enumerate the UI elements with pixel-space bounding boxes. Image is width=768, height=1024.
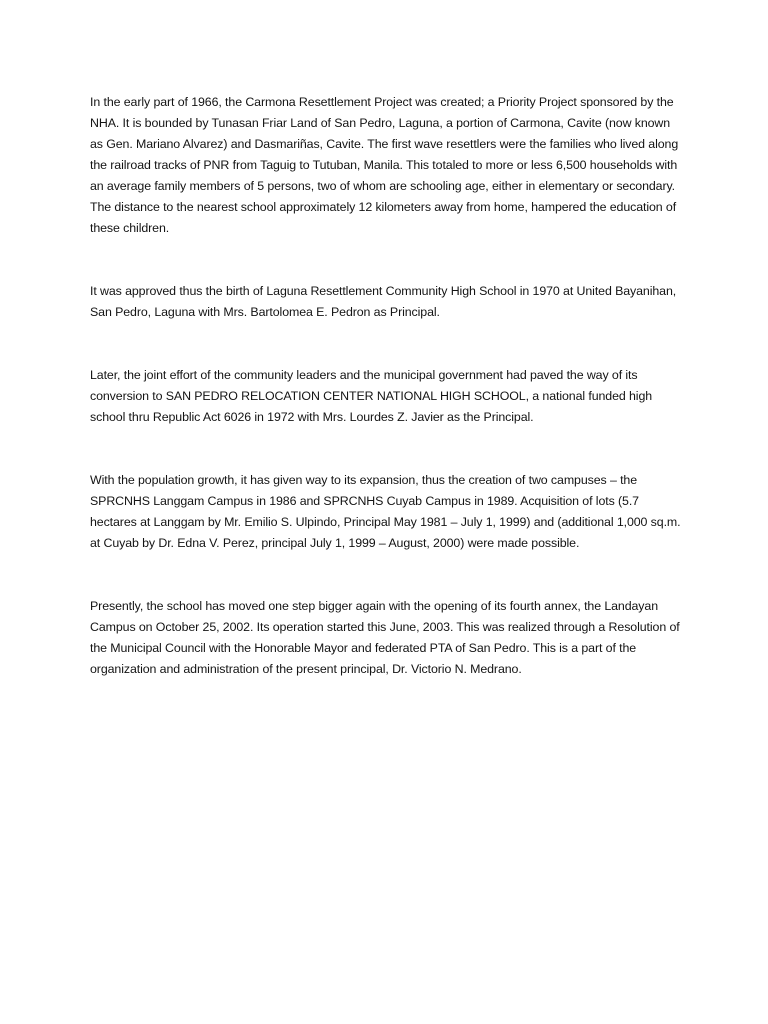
paragraph-national-conversion: Later, the joint effort of the community leaders and the municipal government had paved the way of its conversion to SAN PEDRO RELOCATION CENTER NATIONAL HIGH SCHOOL, a national funded high school thru Republic Act 6026 in 1972 with Mrs. Lourdes Z. Javier as the Principal. — [90, 368, 653, 424]
document-body — [90, 92, 682, 680]
paragraph-history-origin: In the early part of 1966, the Carmona Resettlement Project was created; a Priority Project sponsored by the NHA. It is bounded by Tunasan Friar Land of San Pedro, Laguna, a portion of Carmona, Cavite (now known as Gen. Mariano Alvarez) and Dasmariñas, Cavite. The first wave resettlers were the families who lived along the railroad tracks of PNR from Taguig to Tutuban, Manila. This totaled to more or less 6,500 households with an average family members of 5 persons, two of whom are schooling age, either in elementary or secondary. The distance to the nearest school approximately 12 kilometers away from home, hampered the education of these children. — [90, 95, 679, 235]
paragraph-school-founding: It was approved thus the birth of Laguna Resettlement Community High School in 1970 at United Bayanihan, San Pedro, Laguna with Mrs. Bartolomea E. Pedron as Principal. — [90, 284, 677, 319]
paragraph-landayan-annex: Presently, the school has moved one step bigger again with the opening of its fourth annex, the Landayan Campus on October 25, 2002. Its operation started this June, 2003. This was realized through a Resolution of the Municipal Council with the Honorable Mayor and federated PTA of San Pedro. This is a part of the organization and administration of the present principal, Dr. Victorio N. Medrano. — [90, 599, 680, 676]
paragraph-campus-expansion: With the population growth, it has given way to its expansion, thus the creation of two campuses – the SPRCNHS Langgam Campus in 1986 and SPRCNHS Cuyab Campus in 1989. Acquisition of lots (5.7 hectares at Langgam by Mr. Emilio S. Ulpindo, Principal May 1981 – July 1, 1999) and (additional 1,000 sq.m. at Cuyab by Dr. Edna V. Perez, principal July 1, 1999 – August, 2000) were made possible. — [90, 473, 681, 550]
